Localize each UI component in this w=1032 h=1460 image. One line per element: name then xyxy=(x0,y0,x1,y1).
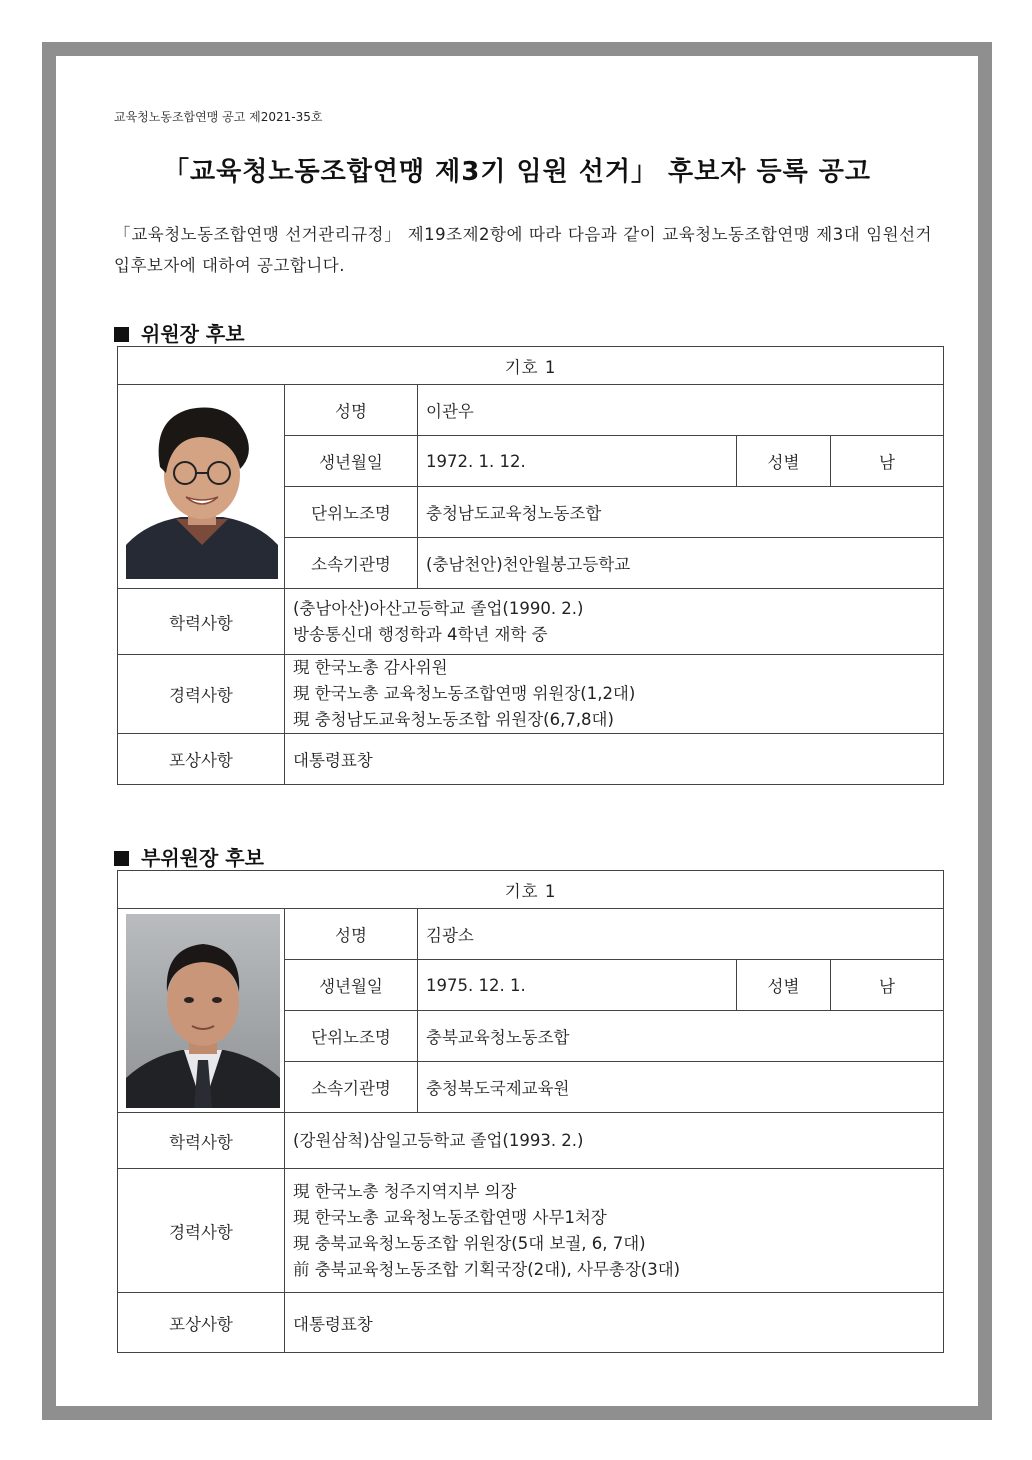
label-union: 단위노조명 xyxy=(285,1011,418,1062)
candidate-birth: 1975. 12. 1. xyxy=(418,960,737,1011)
table-row xyxy=(118,734,944,785)
document-frame xyxy=(42,42,992,1420)
career-line: 現 충청남도교육청노동조합 위원장(6,7,8대) xyxy=(293,710,614,729)
label-org: 소속기관명 xyxy=(285,538,418,589)
square-bullet-icon xyxy=(114,327,129,342)
label-org: 소속기관명 xyxy=(285,1062,418,1113)
table-row xyxy=(118,589,944,655)
candidate-union: 충청남도교육청노동조합 xyxy=(418,487,944,538)
career-line: 現 충북교육청노동조합 위원장(5대 보궐, 6, 7대) xyxy=(293,1233,646,1253)
label-career: 경력사항 xyxy=(118,655,285,734)
table-row xyxy=(118,1113,944,1169)
candidate-career xyxy=(285,655,944,734)
section-heading-vice-chair: 부위원장 후보 xyxy=(114,842,264,871)
education-line: 방송통신대 행정학과 4학년 재학 중 xyxy=(293,624,548,644)
candidate-education xyxy=(285,1113,944,1169)
table-row xyxy=(118,871,944,909)
candidate-name: 이관우 xyxy=(418,385,944,436)
candidate-name: 김광소 xyxy=(418,909,944,960)
label-union: 단위노조명 xyxy=(285,487,418,538)
square-bullet-icon xyxy=(114,851,129,866)
label-education: 학력사항 xyxy=(118,589,285,655)
candidate-gender: 남 xyxy=(831,960,944,1011)
candidate-education xyxy=(285,589,944,655)
career-line: 現 한국노총 감사위원 xyxy=(293,658,448,677)
candidate-org: 충청북도국제교육원 xyxy=(418,1062,944,1113)
label-gender: 성별 xyxy=(737,436,831,487)
label-name: 성명 xyxy=(285,909,418,960)
candidate-photo xyxy=(118,385,285,589)
label-birth: 생년월일 xyxy=(285,960,418,1011)
label-awards: 포상사항 xyxy=(118,734,285,785)
table-row xyxy=(118,385,944,436)
candidate-awards: 대통령표창 xyxy=(285,734,944,785)
candidate-symbol: 기호 1 xyxy=(118,871,944,909)
education-line: (강원삼척)삼일고등학교 졸업(1993. 2.) xyxy=(293,1130,584,1150)
candidate-career xyxy=(285,1169,944,1293)
label-awards: 포상사항 xyxy=(118,1293,285,1353)
career-line: 前 충북교육청노동조합 기획국장(2대), 사무총장(3대) xyxy=(293,1259,681,1279)
candidate-org: (충남천안)천안월봉고등학교 xyxy=(418,538,944,589)
table-row xyxy=(118,909,944,960)
intro-paragraph: 「교육청노동조합연맹 선거관리규정」 제19조제2항에 따라 다음과 같이 교육청노동조합연맹 제3대 임원선거 입후보자에 대하여 공고합니다. xyxy=(114,225,932,275)
candidate-gender: 남 xyxy=(831,436,944,487)
section-heading-chair: 위원장 후보 xyxy=(114,318,245,347)
candidate-birth: 1972. 1. 12. xyxy=(418,436,737,487)
table-row xyxy=(118,1293,944,1353)
candidate-awards: 대통령표창 xyxy=(285,1293,944,1353)
candidate-portrait-photo xyxy=(126,914,280,1108)
candidate-table-vice-chair xyxy=(117,870,944,1353)
table-row xyxy=(118,655,944,734)
education-line: (충남아산)아산고등학교 졸업(1990. 2.) xyxy=(293,598,584,618)
label-gender: 성별 xyxy=(737,960,831,1011)
candidate-table-chair xyxy=(117,346,944,785)
career-line: 現 한국노총 교육청노동조합연맹 사무1처장 xyxy=(293,1207,607,1227)
career-line: 現 한국노총 청주지역지부 의장 xyxy=(293,1181,517,1201)
candidate-symbol: 기호 1 xyxy=(118,347,944,385)
candidate-photo xyxy=(118,909,285,1113)
candidate-portrait-photo xyxy=(126,395,278,579)
label-education: 학력사항 xyxy=(118,1113,285,1169)
label-name: 성명 xyxy=(285,385,418,436)
label-career: 경력사항 xyxy=(118,1169,285,1293)
candidate-union: 충북교육청노동조합 xyxy=(418,1011,944,1062)
notice-number: 교육청노동조합연맹 공고 제2021-35호 xyxy=(114,110,323,124)
label-birth: 생년월일 xyxy=(285,436,418,487)
page-title: 「교육청노동조합연맹 제3기 임원 선거」 후보자 등록 공고 xyxy=(163,157,871,187)
career-line: 現 한국노총 교육청노동조합연맹 위원장(1,2대) xyxy=(293,684,636,703)
table-row xyxy=(118,347,944,385)
table-row xyxy=(118,1169,944,1293)
